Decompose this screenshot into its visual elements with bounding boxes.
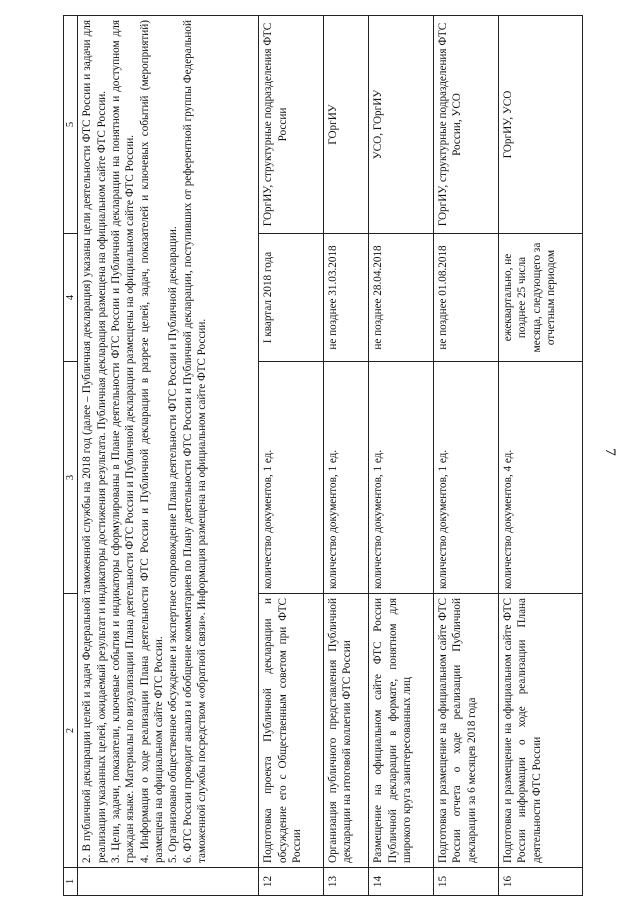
page-number: 7 [602, 448, 618, 456]
column-number: 2 [64, 594, 78, 868]
table-row [434, 16, 499, 896]
row-result: количество документов, 1 ед. [369, 362, 434, 594]
column-number-row [64, 16, 78, 896]
row-activity: Подготовка и размещение на официальном сайте ФТС России информации о ходе реализации Плана деятельности ФТС России [498, 594, 582, 868]
intro-paragraph: 3. Цели, задачи, показатели, ключевые события и индикаторы сформулированы в Плане деятельности ФТС России и Публичной декларации на понятном и доступном для граждан языке. Материалы по визуализации Плана деятельности ФТС России и Публичной декларации размещены на официальном сайте ФТС России. [110, 20, 137, 863]
intro-empty-cell [78, 868, 259, 896]
row-activity: Организация публичного представления Публичной декларации на итоговой коллегии ФТС России [323, 594, 368, 868]
document-table-wrapper [63, 16, 583, 896]
column-number: 3 [64, 362, 78, 594]
column-number: 5 [64, 16, 78, 234]
plan-table [63, 15, 583, 896]
row-responsible: ГОргИУ, структурные подразделения ФТС России [259, 16, 324, 234]
row-activity: Подготовка проекта Публичной декларации и обсуждение его с Общественным советом при ФТС России [259, 594, 324, 868]
row-activity: Размещение на официальном сайте ФТС России Публичной декларации в формате, понятном для широкого круга заинтересованных лиц [369, 594, 434, 868]
row-number: 12 [259, 868, 324, 896]
row-deadline: I квартал 2018 года [259, 234, 324, 362]
row-number: 13 [323, 868, 368, 896]
row-number: 16 [498, 868, 582, 896]
intro-paragraph: 4. Информация о ходе реализации Плана деятельности ФТС России и Публичной декларации в разрезе целей, задач, показателей и ключевых событий (мероприятий) размещена на официальном сайте ФТС России. [138, 20, 166, 863]
row-deadline: не позднее 31.03.2018 [323, 234, 368, 362]
intro-paragraph: 6. ФТС России проводит анализ и обобщение комментариев по Плану деятельности ФТС России и Публичной декларации, поступивших от референтной группы Федеральной таможенной службы посредством «обратной связи». Информация размещена на официальном сайте ФТС России. [181, 20, 209, 863]
intro-row [78, 16, 259, 896]
row-number: 14 [369, 868, 434, 896]
table-row [498, 16, 582, 896]
row-deadline: не позднее 01.08.2018 [434, 234, 499, 362]
row-result: количество документов, 1 ед. [259, 362, 324, 594]
row-result: количество документов, 1 ед. [323, 362, 368, 594]
column-number: 1 [64, 868, 78, 896]
row-responsible: ГОргИУ, структурные подразделения ФТС России, УСО [434, 16, 499, 234]
intro-paragraph: 2. В публичной декларации целей и задач Федеральной таможенной службы на 2018 год (далее – Публичная декларация) указаны цели деятельности ФТС России и задачи для реализации указанных целей, ожидаемый результат и индикаторы достижения результата. Публичная декларация размещена на официальном сайте ФТС России. [81, 20, 108, 863]
row-result: количество документов, 4 ед. [498, 362, 582, 594]
row-responsible: УСО, ГОргИУ [369, 16, 434, 234]
row-deadline: ежеквартально, не позднее 25 числа месяца, следующего за отчетным периодом [498, 234, 582, 362]
table-row [369, 16, 434, 896]
row-activity: Подготовка и размещение на официальном сайте ФТС России отчета о ходе реализации Публичной декларации за 6 месяцев 2018 года [434, 594, 499, 868]
row-deadline: не позднее 28.04.2018 [369, 234, 434, 362]
row-responsible: ГОргИУ [323, 16, 368, 234]
table-row [323, 16, 368, 896]
intro-text-cell [78, 16, 259, 868]
row-number: 15 [434, 868, 499, 896]
table-row [259, 16, 324, 896]
row-responsible: ГОргИУ, УСО [498, 16, 582, 234]
column-number: 4 [64, 234, 78, 362]
intro-paragraph: 5. Организовано общественное обсуждение и экспертное сопровождение Плана деятельности ФТС России и Публичной декларации. [167, 226, 180, 863]
row-result: количество документов, 1 ед. [434, 362, 499, 594]
